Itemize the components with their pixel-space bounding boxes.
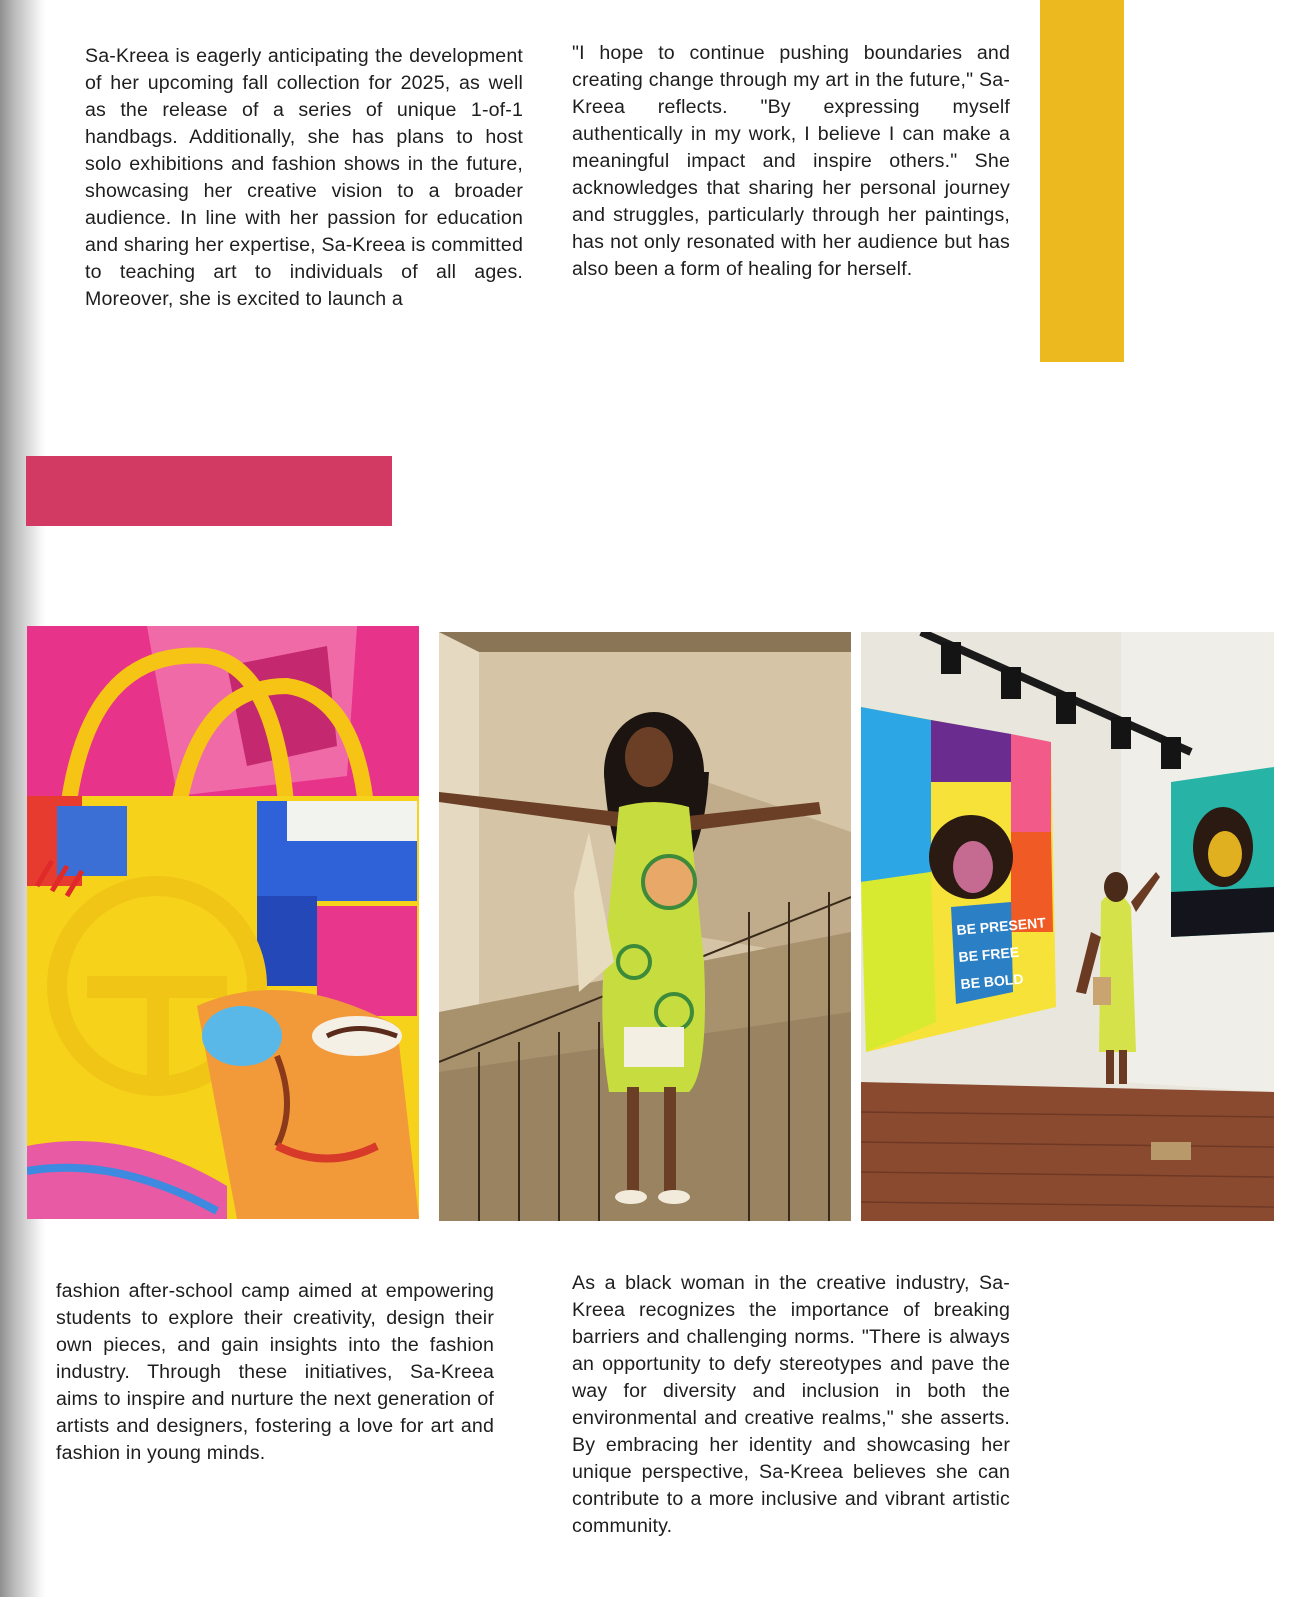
handbag-photo bbox=[27, 626, 419, 1219]
article-column-bottom-left: fashion after-school camp aimed at empowering students to explore their creativity, design their own pieces, and gain insights into the fashion industry. Through these initiatives, Sa-Kreea aims to inspire and nurture the next generation of artists and designers, fostering a love for art and fashion in young minds. bbox=[56, 1280, 494, 1464]
painting-text-line-3: BE BOLD bbox=[959, 970, 1025, 992]
artist-portrait-photo bbox=[439, 632, 851, 1221]
painting-text-line-1: BE PRESENT bbox=[955, 914, 1047, 938]
painting-text-line-2: BE FREE bbox=[957, 943, 1020, 965]
article-column-bottom-right: As a black woman in the creative industry, Sa-Kreea recognizes the importance of breaking barriers and challenging norms. "There is always an opportunity to defy stereotypes and pave the way for diversity and inclusion in both the environmental and creative realms," she asserts. By embracing her identity and showcasing her unique perspective, Sa-Kreea believes she can contribute to a more inclusive and vibrant artistic community. bbox=[572, 1272, 1010, 1537]
pink-accent-bar bbox=[26, 456, 392, 526]
yellow-accent-bar bbox=[1040, 0, 1124, 362]
article-column-top-right: "I hope to continue pushing boundaries and creating change through my art in the future," Sa-Kreea reflects. "By expressing myself authentically in my work, I believe I can make a meaningful impact and inspire others." She acknowledges that sharing her personal journey and struggles, particularly through her paintings, has not only resonated with her audience but has also been a form of healing for herself. bbox=[572, 42, 1010, 280]
gallery-photo bbox=[861, 632, 1274, 1221]
article-column-top-left: Sa-Kreea is eagerly anticipating the development of her upcoming fall collection for 2025, as well as the release of a series of unique 1-of-1 handbags. Additionally, she has plans to host solo exhibitions and fashion shows in the future, showcasing her creative vision to a broader audience. In line with her passion for education and sharing her expertise, Sa-Kreea is committed to teaching art to individuals of all ages. Moreover, she is excited to launch a bbox=[85, 45, 523, 310]
